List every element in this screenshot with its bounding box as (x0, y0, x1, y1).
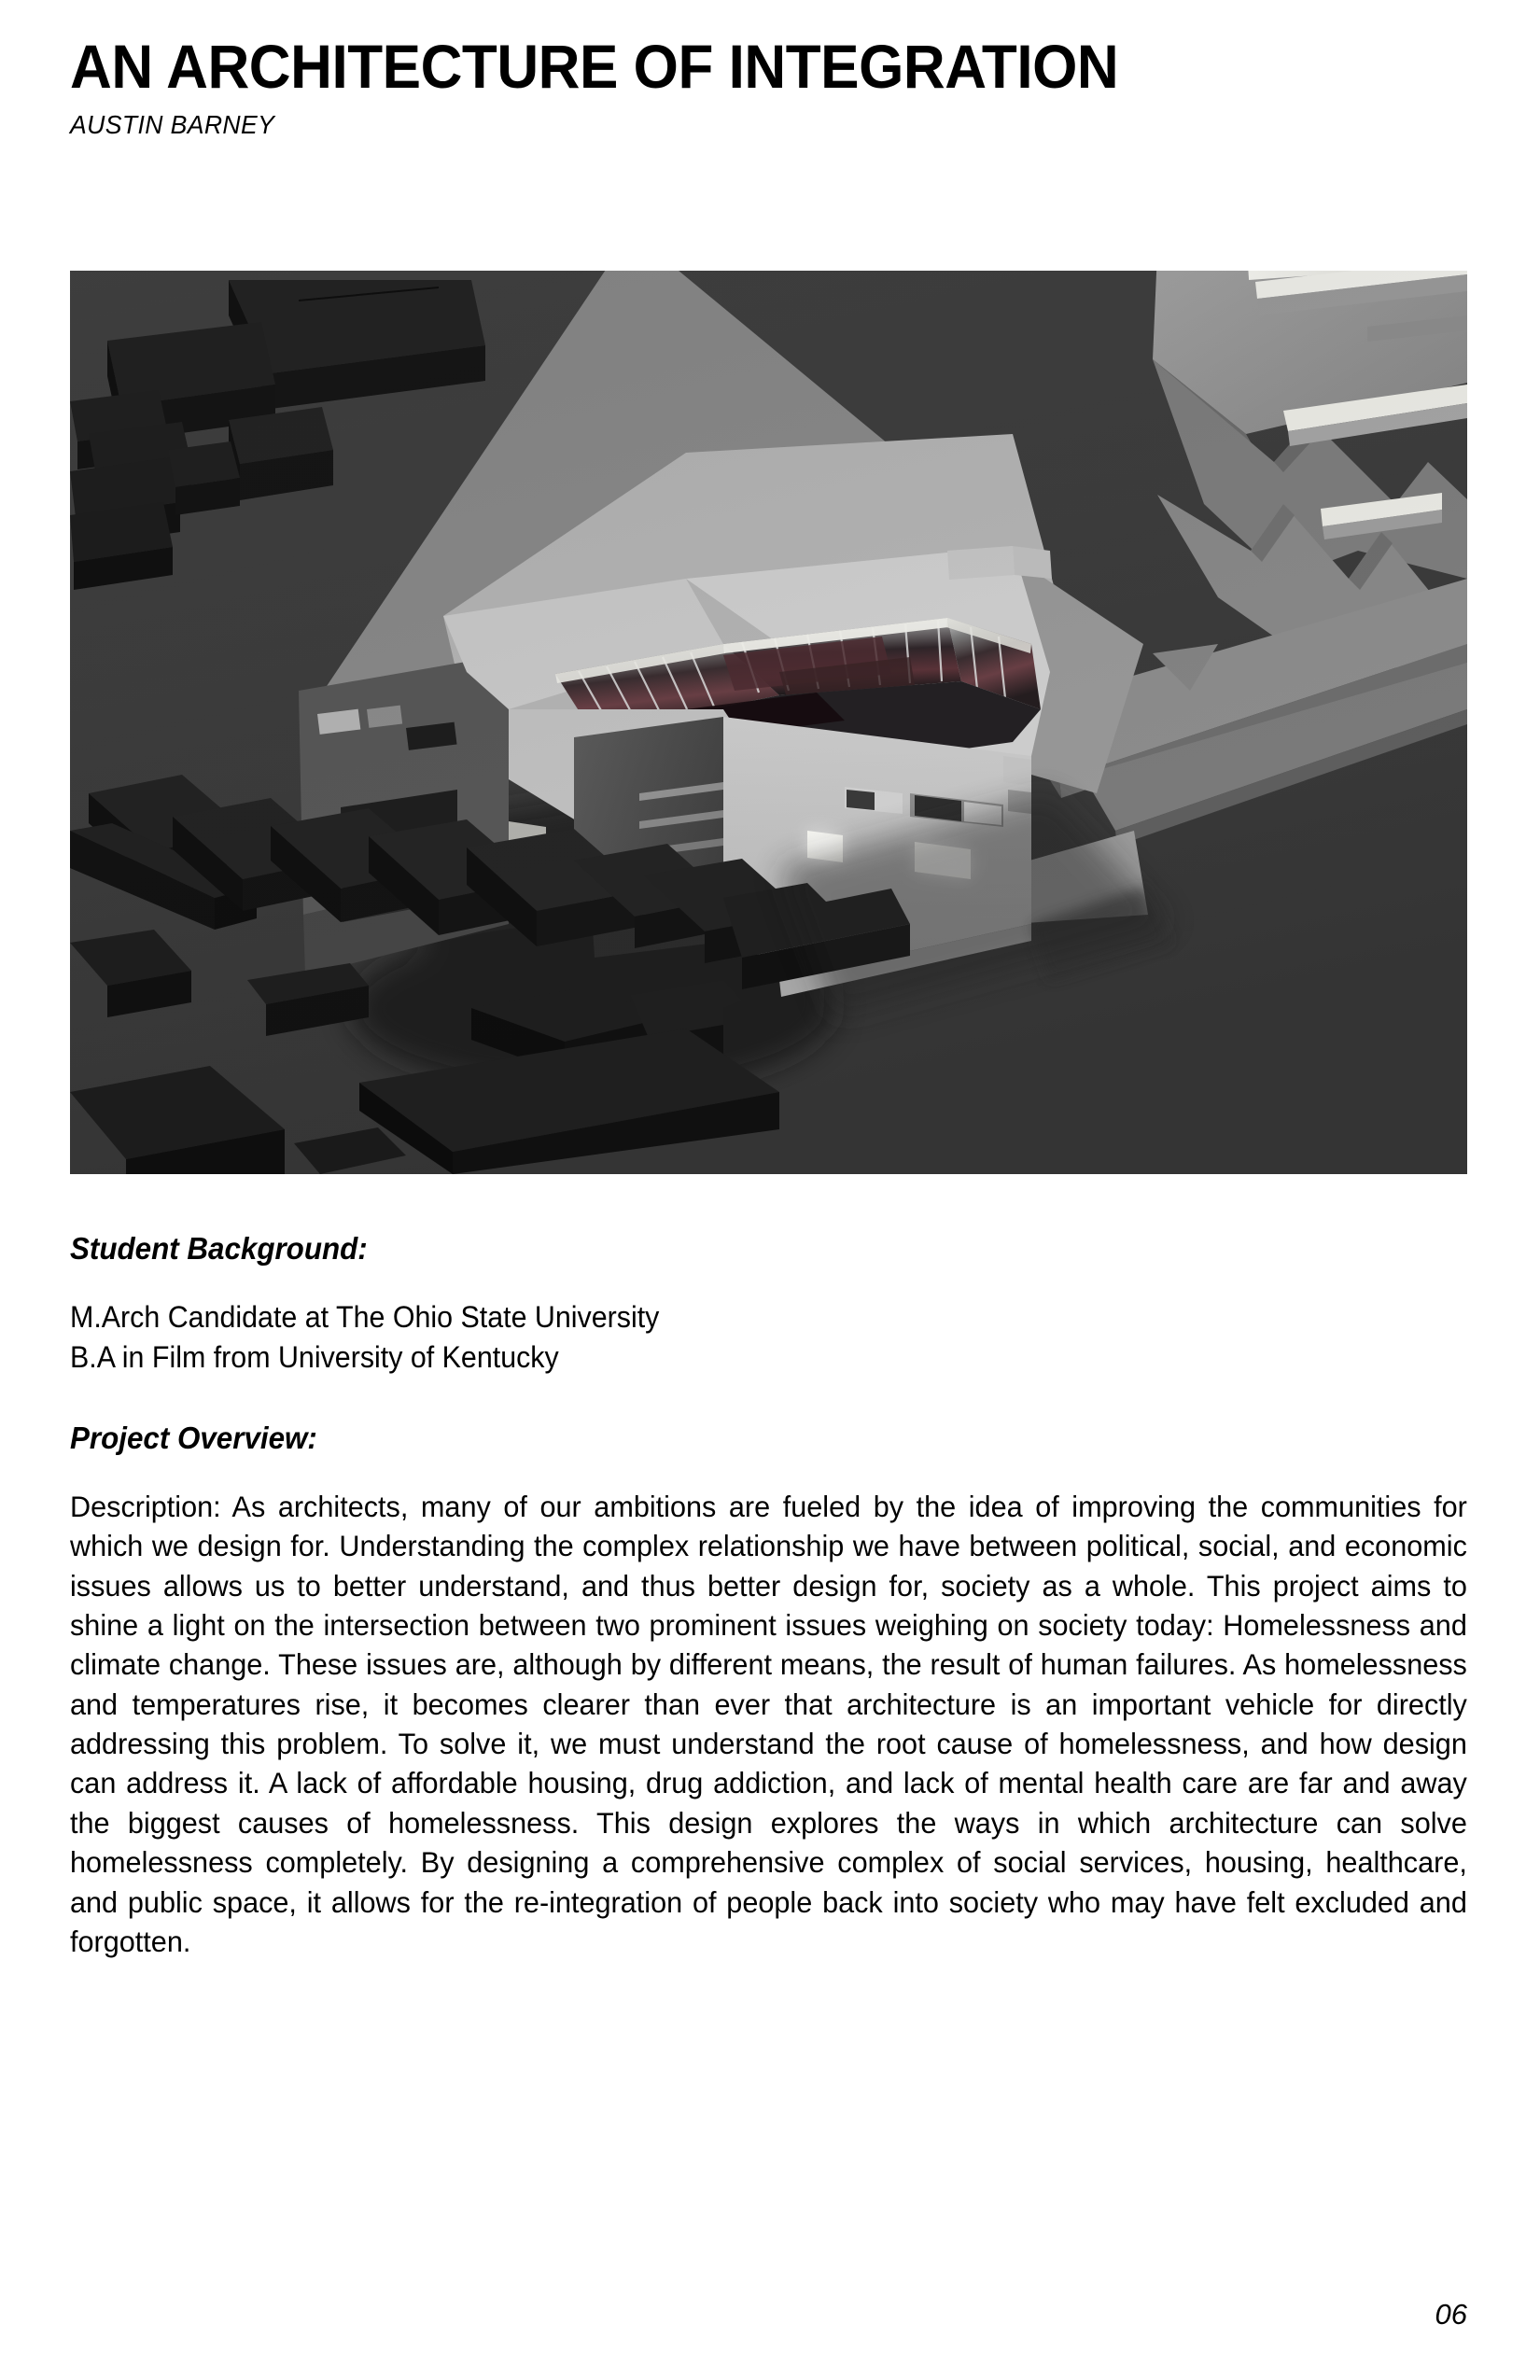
page-title: AN ARCHITECTURE OF INTEGRATION (70, 32, 1119, 101)
student-background-list (70, 1297, 1467, 1378)
architectural-rendering-figure (70, 271, 1467, 1174)
author-name: AUSTIN BARNEY (70, 110, 275, 139)
project-overview-description: Description: As architects, many of our ambitions are fueled by the idea of improving the communities for which we design for. Understanding the complex relationship we have between political, social, and economic issues allows us to better understand, and thus better design for, society as a whole. This project aims to shine a light on the intersection between two prominent issues weighing on society today: Homelessness and climate change. These issues are, although by different means, the result of human failures. As homelessness and temperatures rise, it becomes clearer than ever that architecture is an important vehicle for directly addressing this problem. To solve it, we must understand the root cause of homelessness, and how design can address it. A lack of affordable housing, drug addiction, and lack of mental health care are far and away the biggest causes of homelessness. This design explores the ways in which architecture can solve homelessness completely. By designing a comprehensive complex of social services, housing, healthcare, and public space, it allows for the re-integration of people back into society who may have felt excluded and forgotten. (70, 1489, 1467, 1958)
page-body (70, 1232, 1467, 1961)
project-overview-heading: Project Overview: (70, 1420, 317, 1455)
student-background-line: M.Arch Candidate at The Ohio State University (70, 1300, 660, 1335)
student-background-heading: Student Background: (70, 1231, 368, 1266)
architectural-rendering-image (70, 271, 1467, 1174)
page-header (70, 32, 1470, 139)
student-background-line: B.A in Film from University of Kentucky (70, 1340, 559, 1375)
page-number: 06 (1435, 2298, 1467, 2331)
